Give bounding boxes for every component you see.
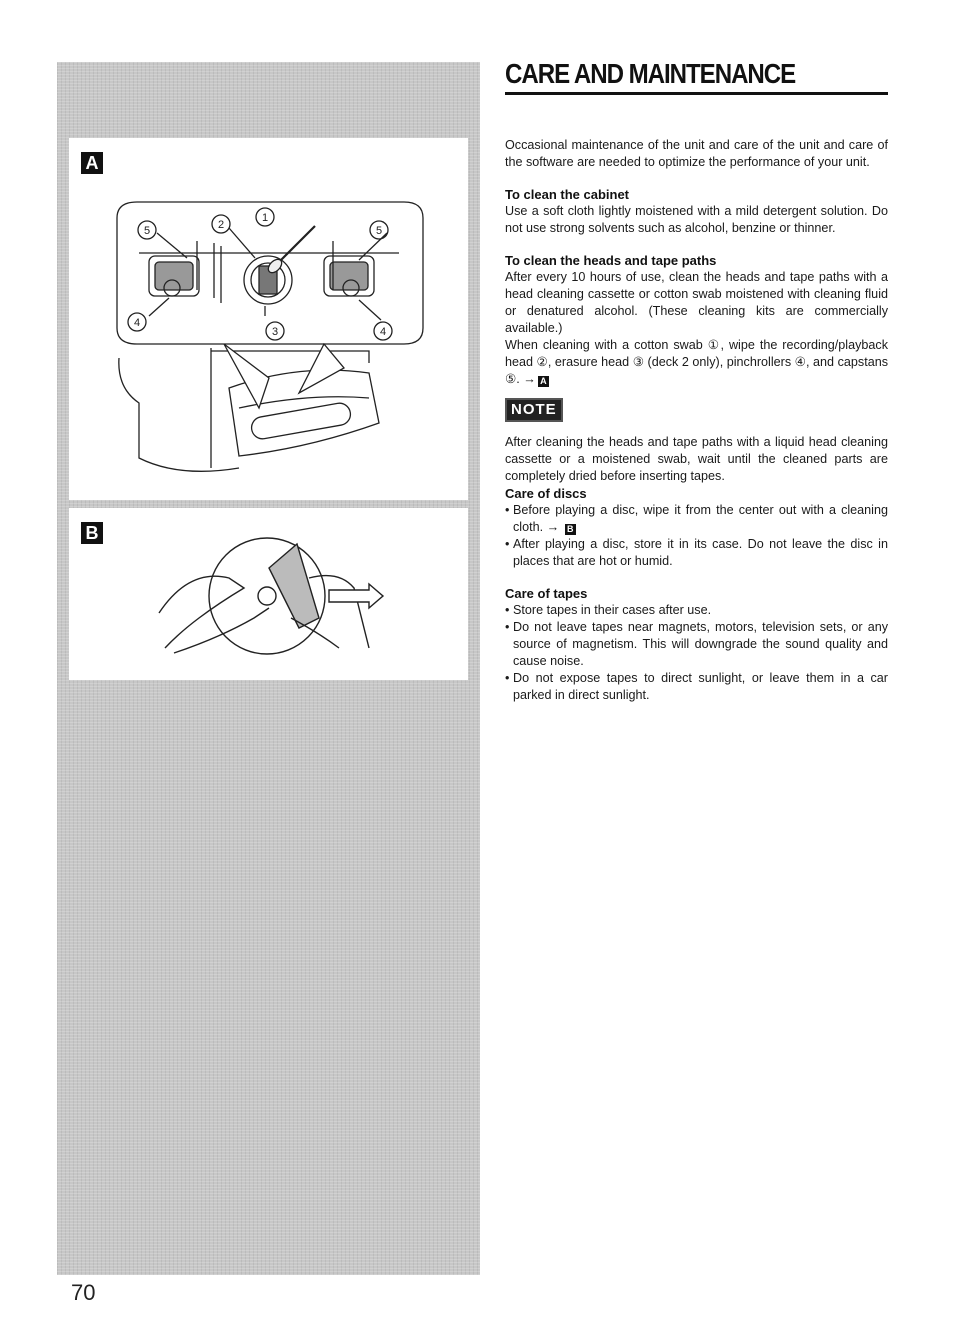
callout-4-left: 4 (133, 317, 141, 329)
intro-block (505, 137, 888, 171)
discs-item-1-text: Before playing a disc, wipe it from the center out with a cleaning cloth. → (513, 503, 888, 534)
tapes-section (505, 585, 888, 704)
cabinet-text: Use a soft cloth lightly moistened with a mild detergent solution. Do not use strong solvents such as alcohol, benzine or thinner. (505, 204, 888, 235)
cabinet-section (505, 186, 888, 237)
callout-4-right: 4 (379, 326, 387, 338)
heads-text-2 (505, 337, 888, 388)
note-section (505, 388, 888, 485)
intro-text: Occasional maintenance of the unit and care of the unit and care of the software are needed to optimize the performance of your unit. (505, 138, 888, 169)
page-title: CARE AND MAINTENANCE (505, 58, 796, 89)
cabinet-heading: To clean the cabinet (505, 187, 630, 202)
list-item (505, 502, 888, 536)
disc-wiping-illustration (69, 508, 468, 680)
discs-list (505, 502, 888, 570)
tapes-list (505, 602, 888, 704)
heads-heading: To clean the heads and tape paths (505, 253, 717, 268)
list-item: • After playing a disc, store it in its case. Do not leave the disc in places that are hot or humid. (505, 536, 888, 570)
note-text: After cleaning the heads and tape paths with a liquid head cleaning cassette or a moistened swab, wait until the cleaned parts are completely dried before inserting tapes. (505, 435, 888, 483)
note-badge: NOTE (505, 398, 563, 422)
discs-heading: Care of discs (505, 486, 587, 501)
page-number: 70 (71, 1280, 96, 1305)
figure-b-reference: B (565, 524, 576, 535)
callout-5-left: 5 (143, 225, 151, 237)
tapes-heading: Care of tapes (505, 586, 588, 601)
callout-2: 2 (217, 219, 225, 231)
heads-text-1: After every 10 hours of use, clean the heads and tape paths with a head cleaning cassette or cotton swab moistened with cleaning fluid or denatured alcohol. (These cleaning kits are commercially available.) (505, 270, 888, 335)
heads-text-2-body: When cleaning with a cotton swab ①, wipe the recording/playback head ②, erasure head ③ (deck 2 only), pinchrollers ④, and capstans ⑤. → (505, 338, 888, 386)
content-column (505, 137, 888, 719)
callout-3: 3 (271, 326, 279, 338)
title-rule (505, 92, 888, 95)
cassette-deck-illustration (69, 138, 468, 500)
figure-a-label: A (81, 152, 103, 174)
list-item: • Do not expose tapes to direct sunlight, or leave them in a car parked in direct sunlight. (505, 670, 888, 704)
list-item: • Store tapes in their cases after use. (505, 602, 888, 619)
heads-section (505, 252, 888, 388)
figure-b-label: B (81, 522, 103, 544)
figure-a-reference: A (538, 376, 549, 387)
list-item: • Do not leave tapes near magnets, motors, television sets, or any source of magnetism. This will downgrade the sound quality and cause noise. (505, 619, 888, 670)
callout-1: 1 (261, 212, 269, 224)
figure-a-panel (69, 138, 468, 500)
figure-b-panel (69, 508, 468, 680)
callout-5-right: 5 (375, 225, 383, 237)
discs-section (505, 485, 888, 570)
